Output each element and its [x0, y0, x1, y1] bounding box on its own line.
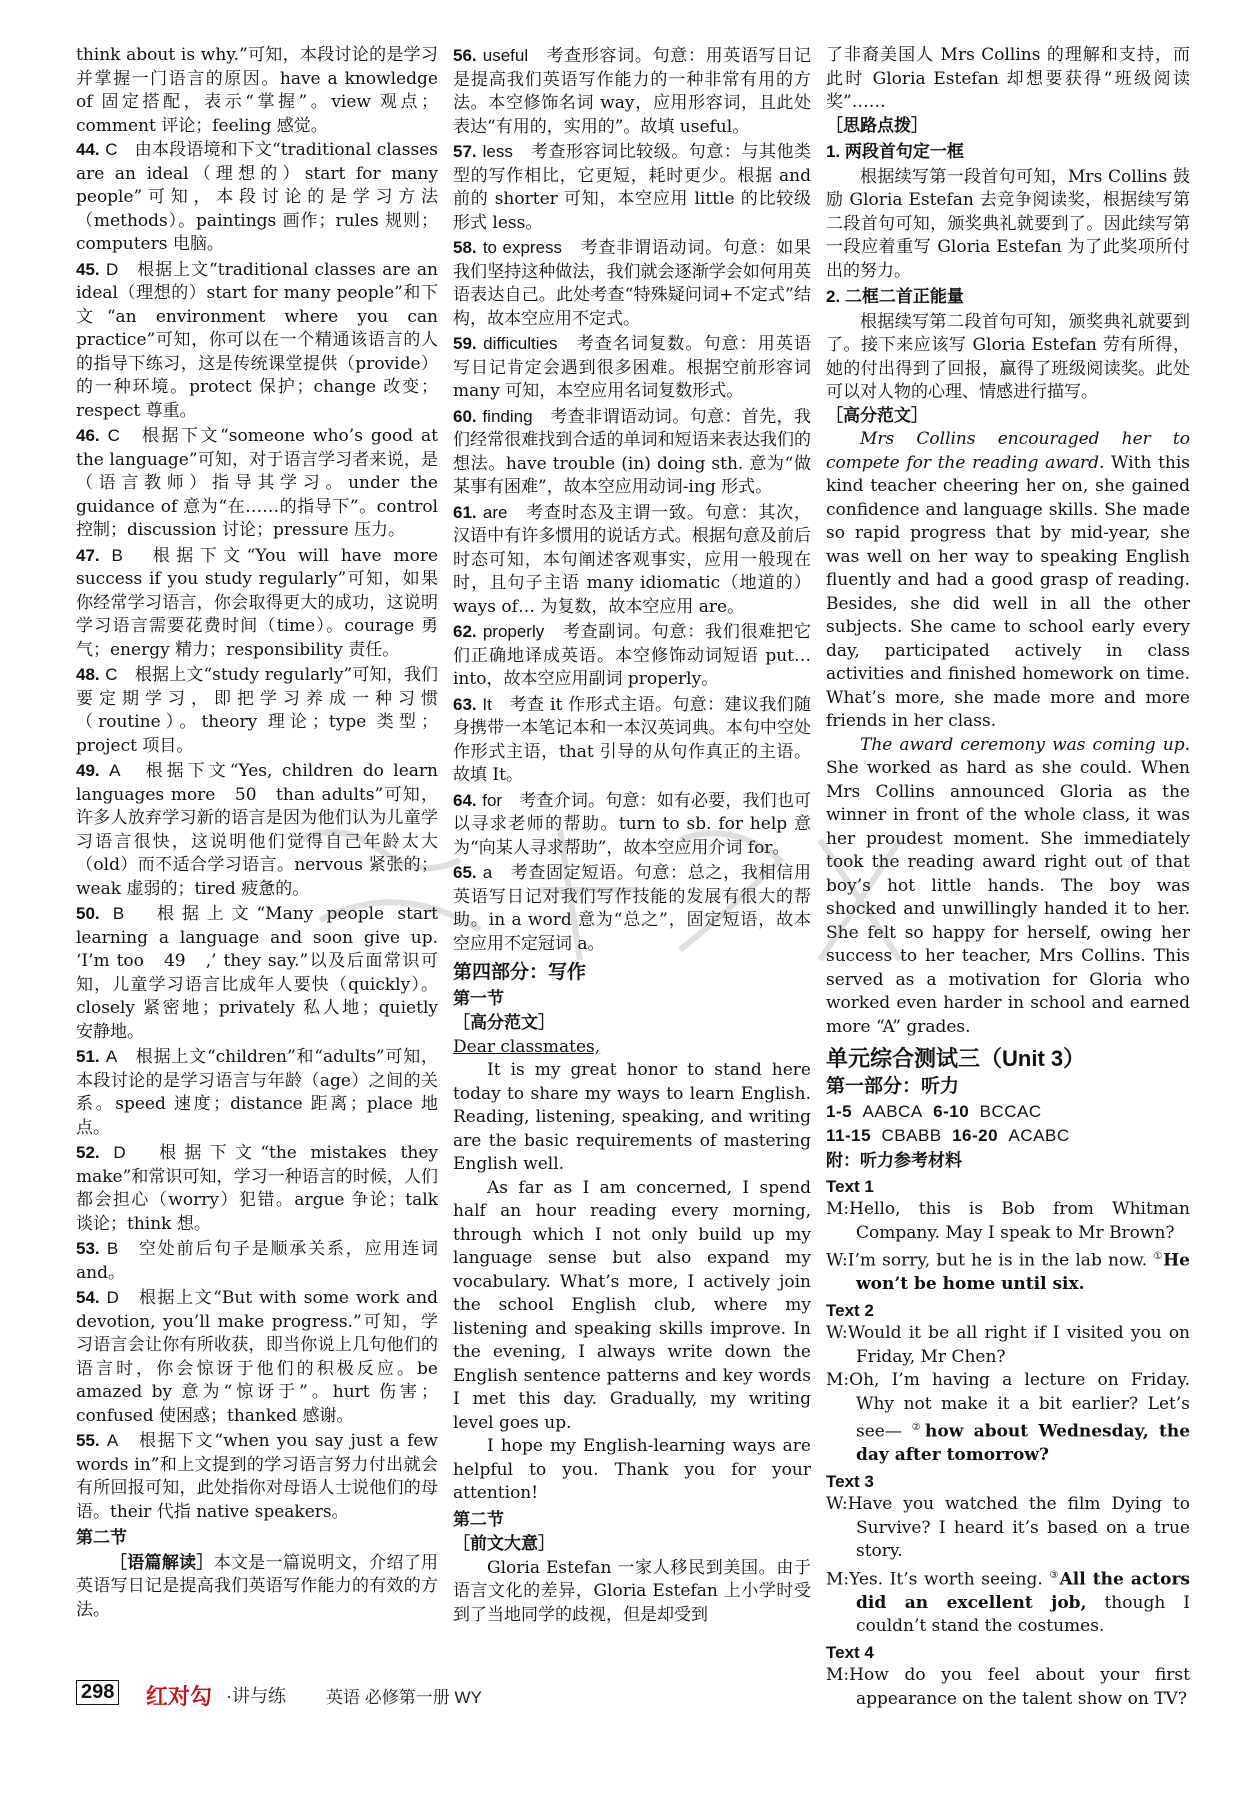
summary-label: ［前文大意］	[453, 1534, 555, 1554]
part4-heading: 第四部分：写作	[453, 962, 587, 983]
answer-item	[76, 1045, 438, 1140]
essay-para-3: I hope my English-learning ways are helpful to you. Thank you for your attention!	[453, 1436, 811, 1503]
series-name: ·讲与练	[226, 1686, 286, 1706]
item-explanation: 根据上文“But with some work and devotion, you’ll make progress.”可知，学习语言会让你有所收获，即当你说上几句他们的语言时，你会惊讶于他们的积极反应。be amazed by 意为“惊讶于”。hurt 伤害；confused 使困惑；thanked 感谢。	[76, 1288, 438, 1426]
item-number: 59.	[453, 334, 477, 353]
model-label-2: ［高分范文］	[826, 405, 928, 426]
item-answer: less	[482, 142, 513, 161]
answer-item	[76, 1141, 438, 1236]
item-answer: D	[106, 1288, 119, 1307]
item-explanation: 根据下文“Yes, children do learn languages more 50 than adults”可知，许多人放弃学习新的语言是因为他们认为儿童学习语言很快，这说明他们觉得自己年龄太大（old）而不适合学习语言。nervous 紧张的；weak 虚弱的；tired 疲惫的。	[76, 761, 439, 899]
item-answer: It	[482, 694, 492, 714]
item-number: 50.	[76, 904, 100, 923]
answer-item	[453, 140, 811, 235]
column-middle	[453, 44, 811, 1627]
answer-item	[76, 544, 438, 663]
item-explanation: 考查形容词比较级。句意：与其他类型的写作相比，它更短，耗时更少。根据 and 前的 shorter 可知，本空应用 little 的比较级形式 less。	[453, 142, 812, 233]
answer-item	[76, 424, 438, 543]
item-number: 46.	[76, 426, 100, 445]
item-answer: A	[106, 1431, 119, 1450]
item-answer: a	[482, 863, 493, 882]
speaker: M:	[826, 1569, 850, 1590]
brand-logo: 红对勾	[146, 1684, 213, 1710]
answer-item	[453, 236, 811, 331]
answer-row-2: 11-15 CBABB 16-20 ACABC	[826, 1125, 1070, 1145]
answer-item	[453, 620, 811, 692]
item-explanation: 根据下文“You will have more success if you study regularly”可知，如果你经常学习语言，你会取得更大的成功，这说明学习语言需要花费时间（time）。courage 勇气；energy 精力；responsibility 责任。	[76, 545, 439, 660]
transcript-title: Text 1	[826, 1176, 874, 1196]
summary-continued: 了非裔美国人 Mrs Collins 的理解和支持，而此时 Gloria Estefan 却想要获得“班级阅读奖”……	[826, 45, 1190, 112]
sec1-heading: 第一节	[453, 988, 504, 1008]
transcript-title: Text 4	[826, 1642, 874, 1662]
column-left	[76, 44, 438, 1622]
speaker: M:	[826, 1370, 850, 1391]
item-number: 51.	[76, 1047, 100, 1066]
book-info: 英语 必修第一册 WY	[326, 1688, 482, 1707]
item-answer: B	[106, 1239, 119, 1258]
hint-1-title: 1. 两段首句定一框	[826, 142, 964, 161]
page-footer	[76, 1680, 1196, 1710]
item-answer: difficulties	[483, 334, 558, 353]
speaker: W:	[826, 1323, 848, 1344]
item-number: 65.	[453, 863, 477, 882]
answer-item	[76, 258, 438, 424]
para-2-first-sentence: The award ceremony was coming up.	[860, 734, 1190, 755]
answer-item	[76, 759, 438, 901]
answer-list-middle	[453, 44, 811, 956]
item-explanation: 由本段语境和下文“traditional classes are an ideal（理想的）start for many people”可知，本段讨论的是学习方法（methods）。paintings 画作；rules 规则；computers 电脑。	[76, 140, 439, 254]
transcript-title: Text 2	[826, 1300, 874, 1320]
answer-marker: ①	[1153, 1251, 1164, 1262]
unit-test-title: 单元综合测试三（Unit 3）	[826, 1046, 1086, 1071]
item-answer: D	[113, 1143, 126, 1162]
item-number: 47.	[76, 545, 100, 565]
para-2-rest: She worked as hard as she could. When Mrs Collins announced Gloria as the winner in front of the whole class, it was her proudest moment. She immediately took the reading award right out of that boy’s hot little hands. The boy was shocked and unwillingly handed it to her. She felt so happy for herself, owing her success to her teacher, Mrs Collins. This served as a motivation for Gloria who worked even harder in school and earned more “A” grades.	[826, 758, 1190, 1037]
answer-item	[453, 332, 811, 404]
item-answer: C	[105, 665, 118, 684]
dialogue-line	[826, 1198, 1190, 1245]
dialogue-line	[826, 1369, 1190, 1468]
answer-item	[453, 789, 811, 861]
item-explanation: 考查非谓语动词。句意：首先，我们经常很难找到合适的单词和短语来表达我们的想法。have trouble (in) doing sth. 意为“做某事有困难”，故本空应用动词-ing 形式。	[453, 406, 812, 497]
intro-text: think about is why.”可知，本段讨论的是学习并掌握一门语言的原因。have a knowledge of 固定搭配，表示“掌握”。view 观点；comment 评论；feeling 感觉。	[76, 45, 438, 136]
item-explanation: 考查固定短语。句意：总之，我相信用英语写日记对我们写作技能的发展有很大的帮助。in a word 意为“总之”，固定短语，故本空应用不定冠词 a。	[453, 863, 812, 954]
answer-item	[76, 1286, 438, 1428]
sec2-heading: 第二节	[453, 1509, 504, 1529]
summary-text: Gloria Estefan 一家人移民到美国。由于语言文化的差异，Gloria Estefan 上小学时受到了当地同学的歧视，但是却受到	[453, 1557, 811, 1625]
para-1-first-sentence: Mrs Collins encouraged her to compete for the reading award.	[826, 429, 1190, 473]
transcript-title: Text 3	[826, 1471, 874, 1491]
transcript-list	[826, 1175, 1190, 1712]
item-explanation: 根据下文“when you say just a few words in”和上文提到的学习语言努力付出就会有所回报可知，此处指你对母语人士说他们的母语。their 代指 native speakers。	[76, 1431, 438, 1522]
key-sentence: He won’t be home until six.	[856, 1250, 1190, 1295]
line-text: Have you watched the film Dying to Survive? I heard it’s based on a true story.	[847, 1494, 1190, 1562]
answer-item	[76, 663, 438, 758]
hint-1-text: 根据续写第一段首句可知，Mrs Collins 鼓励 Gloria Estefan 去竞争阅读奖，根据续写第二段首句可知，颁奖典礼就要到了。因此续写第一段应着重写 Gloria Estefan 为了此奖项所付出的努力。	[826, 166, 1190, 281]
item-number: 57.	[453, 142, 477, 161]
continuation-para-1	[826, 428, 1190, 734]
item-answer: B	[112, 904, 125, 923]
item-number: 45.	[76, 259, 100, 279]
item-answer: A	[105, 1047, 118, 1066]
answer-marker: ③	[1049, 1569, 1060, 1581]
item-explanation: 根据上文“traditional classes are an ideal（理想的）start for many people”和下文“an environment where you can practice”可知，你可以在一个精通该语言的人的指导下练习，这是传统课堂提供（provide）的一种环境。protect 保护；change 改变；respect 尊重。	[76, 259, 439, 421]
hint-2-text: 根据续写第二段首句可知，颁奖典礼就要到了。接下来应该写 Gloria Estefan 劳有所得，她的付出得到了回报，赢得了班级阅读奖。此处可以对人物的心理、情感进行描写。	[826, 311, 1190, 402]
answer-item	[453, 405, 811, 500]
item-number: 48.	[76, 665, 100, 684]
item-explanation: 考查非谓语动词。句意：如果我们坚持这种做法，我们就会逐渐学会如何用英语表达自己。此处考查“特殊疑问词+不定式”结构，故本空应用不定式。	[453, 238, 812, 329]
item-answer: useful	[482, 46, 529, 65]
item-answer: C	[105, 140, 118, 159]
dialogue-line	[826, 1564, 1190, 1639]
reading-label: ［语篇解读］	[110, 1552, 214, 1573]
item-explanation: 考查形容词。句意：用英语写日记是提高我们英语写作能力的一种非常有用的方法。本空修饰名词 way，应用形容词，且此处表达“有用的，实用的”。故填 useful。	[453, 46, 812, 137]
item-number: 44.	[76, 140, 100, 159]
item-explanation: 根据下文“someone who’s good at the language”可知，对于语言学习者来说，是（语言教师）指导其学习。under the guidance of 意为“在……的指导下”。control 控制；discussion 讨论；pressure 压力。	[76, 426, 438, 540]
answer-marker: ②	[911, 1422, 926, 1434]
item-explanation: 根据下文“the mistakes they make”和常识可知，学习一种语言的时候，人们都会担心（worry）犯错。argue 争论；talk 谈论；think 想。	[76, 1143, 439, 1234]
hint-label: ［思路点拨］	[826, 115, 928, 136]
item-number: 60.	[453, 406, 477, 426]
item-explanation: 根据上文“Many people start learning a language and soon give up. ‘I’m too 49 ,’ they say.”以及后面常识可知，儿童学习语言比成年人要快（quickly）。closely 紧密地；privately 私人地；quietly 安静地。	[76, 904, 438, 1042]
item-number: 64.	[453, 790, 477, 810]
section2-heading: 第二节	[76, 1528, 127, 1547]
item-number: 61.	[453, 502, 477, 522]
item-number: 58.	[453, 238, 477, 257]
item-answer: C	[107, 426, 120, 445]
answer-item	[76, 1429, 438, 1524]
item-explanation: 考查时态及主谓一致。句意：其次，汉语中有许多惯用的说话方式。根据句意及前后时态可知，本句阐述客观事实，应用一般现在时，且句子主语 many idiomatic（地道的）ways of… 为复数，故本空应用 are。	[453, 502, 812, 617]
answer-item	[76, 1237, 438, 1285]
speaker: W:	[826, 1250, 848, 1271]
reading-analysis	[76, 1552, 438, 1623]
reading-text: 本文是一篇说明文，介绍了用英语写日记是提高我们英语写作能力的有效的方法。	[76, 1552, 439, 1620]
item-explanation: 根据上文“children”和“adults”可知，本段讨论的是学习语言与年龄（age）之间的关系。speed 速度；distance 距离；place 地点。	[76, 1047, 439, 1138]
item-answer: finding	[482, 406, 533, 426]
item-answer: B	[111, 545, 123, 565]
speaker: M:	[826, 1665, 850, 1686]
column-right	[826, 44, 1190, 1711]
speaker: M:	[826, 1199, 850, 1219]
hint-2-title: 2. 二框二首正能量	[826, 287, 964, 306]
transcript-label: 附：听力参考材料	[826, 1151, 962, 1170]
answer-row-1: 1-5 AABCA 6-10 BCCAC	[826, 1102, 1042, 1121]
item-explanation: 考查副词。句意：我们很难把它们正确地译成英语。本空修饰动词短语 put…into，故本空应用副词 properly。	[453, 622, 812, 689]
answer-item	[453, 861, 811, 956]
item-explanation: 根据上文“study regularly”可知，我们要定期学习，即把学习养成一种习惯（routine）。theory 理论；type 类型；project 项目。	[76, 665, 438, 756]
item-explanation: 考查介词。句意：如有必要，我们也可以寻求老师的帮助。turn to sb. for help 意为“向某人寻求帮助”，故本空应用介词 for。	[453, 790, 812, 858]
dialogue-line	[826, 1493, 1190, 1564]
page-number: 298	[76, 1680, 119, 1705]
line-text: How do you feel about your first appearance on the talent show on TV?	[849, 1665, 1190, 1709]
item-answer: to express	[482, 238, 563, 257]
item-answer: D	[106, 259, 119, 279]
answer-item	[453, 44, 811, 139]
essay-para-2: As far as I am concerned, I spend half an hour reading every morning, through which I not only build up my language sense but also expand my vocabulary. What’s more, I actively join the school English club, where my listening and speaking skills improve. In the evening, I always write down the English sentence patterns and key words I met this day. Gradually, my writing level goes up.	[453, 1177, 811, 1433]
item-answer: A	[109, 761, 121, 780]
item-answer: for	[482, 790, 503, 810]
item-number: 53.	[76, 1239, 100, 1258]
part1-heading: 第一部分：听力	[826, 1075, 960, 1097]
answer-item	[453, 501, 811, 620]
item-explanation: 考查名词复数。句意：用英语写日记肯定会遇到很多困难。根据空前形容词 many 可知，本空应用名词复数形式。	[453, 334, 812, 401]
item-number: 56.	[453, 46, 477, 65]
line-text: Hello, this is Bob from Whitman Company. May I speak to Mr Brown?	[849, 1199, 1190, 1243]
item-number: 55.	[76, 1431, 100, 1450]
item-number: 49.	[76, 761, 100, 780]
item-number: 62.	[453, 622, 477, 641]
answer-list-left	[76, 138, 438, 1524]
speaker: W:	[826, 1494, 848, 1515]
item-answer: are	[482, 502, 508, 522]
item-number: 52.	[76, 1143, 100, 1162]
model-label: ［高分范文］	[453, 1013, 555, 1033]
answer-item	[76, 902, 438, 1044]
line-text: Oh, I’m having a lecture on Friday. Why not make it a bit earlier? Let’s see—	[849, 1370, 1190, 1442]
dialogue-line	[826, 1245, 1190, 1297]
line-text: Yes. It’s worth seeing.	[849, 1569, 1050, 1590]
item-answer: properly	[482, 622, 545, 641]
para-1-rest: With this kind teacher cheering her on, she gained confidence and language skills. She made so rapid progress that by mid-year, she was well on her way to speaking English fluently and had a good grasp of reading. Besides, she did well in all the other subjects. She came to school early every day, participated actively in class activities and finished homework on time. What’s more, she made more and more friends in her class.	[826, 452, 1191, 731]
answer-item	[453, 693, 811, 788]
item-explanation: 空处前后句子是顺承关系，应用连词 and。	[76, 1239, 439, 1283]
continuation-para-2	[826, 734, 1190, 1040]
answer-item	[76, 138, 438, 257]
item-number: 54.	[76, 1288, 100, 1307]
essay-para-1: It is my great honor to stand here today to share my ways to learn English. Reading, listening, speaking, and writing are the basic requirements of mastering English well.	[453, 1060, 811, 1174]
dialogue-line	[826, 1322, 1190, 1369]
line-text-after: though I couldn’t stand the costumes.	[856, 1592, 1190, 1637]
line-text: I’m sorry, but he is in the lab now.	[847, 1250, 1154, 1271]
key-sentence: All the actors did an excellent job,	[856, 1569, 1191, 1613]
salutation: Dear classmates,	[453, 1036, 601, 1057]
line-text: Would it be all right if I visited you on Friday, Mr Chen?	[847, 1323, 1190, 1367]
item-explanation: 考查 it 作形式主语。句意：建议我们随身携带一本笔记本和一本汉英词典。本句中空处作形式主语，that 引导的从句作真正的主语。故填 It。	[453, 694, 812, 785]
key-sentence: how about Wednesday, the day after tomorrow?	[856, 1421, 1191, 1466]
item-number: 63.	[453, 694, 477, 714]
